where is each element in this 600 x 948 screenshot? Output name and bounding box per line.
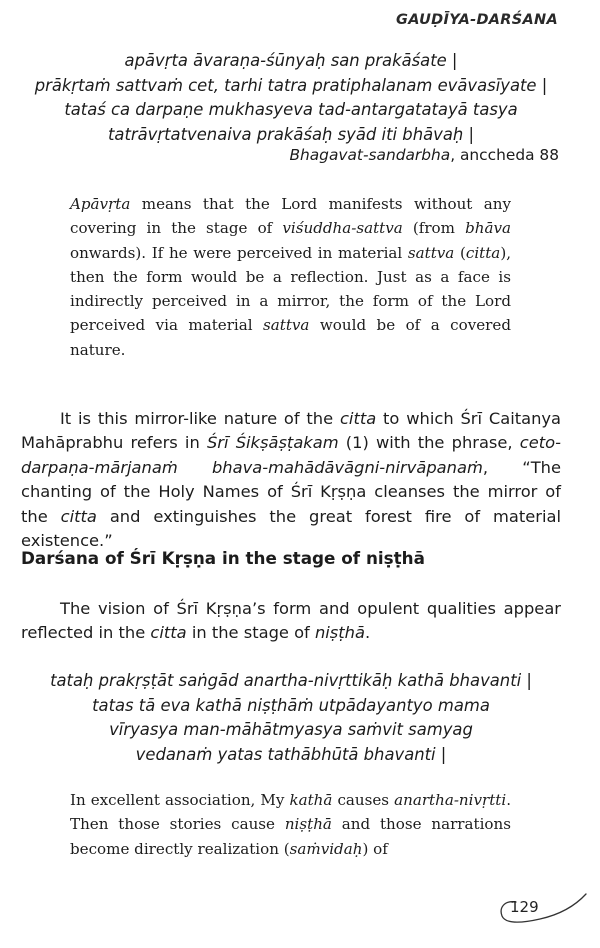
verse-line: apāvṛta āvaraṇa-śūnyaḥ san prakāśate | [124, 51, 458, 70]
translation-paragraph [70, 788, 511, 861]
term: citta [339, 409, 377, 428]
term: niṣṭhā [314, 623, 365, 643]
term: Apāvṛta [70, 195, 131, 213]
text-run: onwards). If he were perceived in material [70, 243, 408, 262]
running-header: GAUḌĪYA-DARŚANA [396, 12, 558, 28]
verse-line: vīryasya man-māhātmyasya saṁvit samyag [109, 720, 473, 739]
text-run: causes [332, 791, 395, 809]
section-heading: Darśana of Śrī Kṛṣṇa in the stage of niṣṭhā [21, 548, 425, 568]
text-run: . [364, 623, 371, 643]
text-run: means that the Lord manifests without any covering in the stage of [70, 195, 511, 238]
term: sattva [263, 316, 310, 335]
text-run: ), then the form would be a reflection. Just as a face is indirectly perceived in a mirror, the form of the Lord perceived via material [70, 243, 511, 335]
text-run: ) of [362, 839, 388, 858]
text-run: to which Śrī Caitanya Mahāprabhu refers in [21, 409, 562, 453]
translation-paragraph [70, 192, 511, 362]
verse-line: prākṛtaṁ sattvaṁ cet, tarhi tatra pratiphalanam evāvasīyate | [34, 75, 548, 95]
text-run: In excellent association, My [70, 791, 290, 809]
term: citta [465, 243, 501, 262]
term: citta [60, 506, 97, 526]
verse-line: tatrāvṛtatvenaiva prakāśaḥ syād iti bhāvaḥ | [108, 124, 474, 144]
verse-line: vedanaṁ yatas tathābhūtā bhavanti | [135, 744, 447, 764]
book-title: Śrī Śikṣāṣṭakam [206, 433, 339, 453]
text-run: (from [402, 219, 466, 238]
text-run: in the stage of [186, 623, 315, 643]
verse-line: tatas tā eva kathā niṣṭhāṁ utpādayantyo mama [92, 695, 490, 715]
term: bhāva [465, 219, 512, 238]
page-number: 129 [510, 898, 539, 916]
page-number-flourish-icon [494, 888, 590, 928]
text-run: . Then those stories cause [70, 791, 511, 834]
term: saṁvidaḥ [289, 839, 363, 858]
term: ceto-darpaṇa-mārjanaṁ bhava-mahādāvāgni-nirvāpanaṁ [21, 433, 561, 477]
text-run: It is this mirror-like nature of the [60, 409, 340, 428]
citation-section: , anccheda 88 [450, 146, 559, 164]
term: citta [150, 623, 187, 643]
term: anartha-nivṛtti [394, 791, 507, 809]
text-run: and extinguishes the great forest fire of material existence.” [21, 506, 561, 551]
term: niṣṭhā [284, 815, 332, 834]
body-paragraph [21, 597, 561, 646]
term: kathā [289, 791, 333, 809]
text-run: would be of a covered nature. [70, 316, 511, 359]
text-run: , “The chanting of the Holy Names of Śrī Kṛṣṇa cleanses the mirror of the [21, 457, 561, 526]
sanskrit-verse-block [20, 49, 562, 147]
term: sattva [407, 243, 455, 262]
citation-work: Bhagavat-sandarbha [289, 146, 451, 164]
text-run: (1) with the phrase, [338, 433, 520, 453]
verse-line: tataś ca darpaṇe mukhasyeva tad-antargatatayā tasya [64, 100, 518, 119]
sanskrit-verse-block [20, 669, 562, 767]
body-paragraph [21, 407, 561, 553]
verse-line: tataḥ prakṛṣṭāt saṅgād anartha-nivṛttikāḥ kathā bhavanti | [50, 671, 532, 690]
text-run: ( [454, 243, 466, 262]
text-run: and those narrations become directly realization ( [70, 815, 511, 858]
term: viśuddha-sattva [282, 219, 403, 238]
text-run: The vision of Śrī Kṛṣṇa’s form and opulent qualities appear reflected in the [21, 599, 561, 643]
verse-citation [289, 146, 559, 164]
